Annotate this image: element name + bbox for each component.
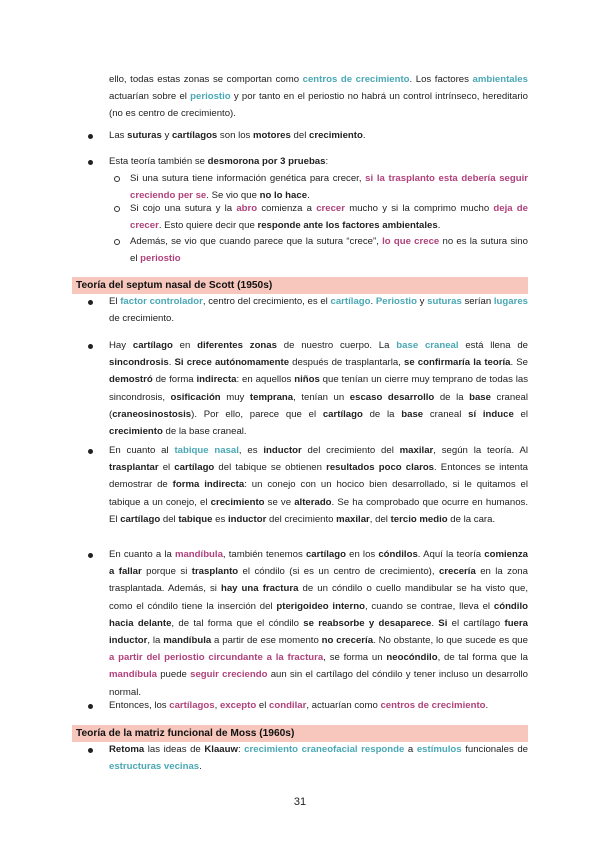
section-heading-moss: Teoría de la matriz funcional de Moss (1960s) (72, 725, 528, 742)
page-number: 31 (293, 796, 307, 808)
bullet-icon (88, 704, 93, 709)
bullet-base-craneal: Hay cartílago en diferentes zonas de nuestro cuerpo. La base craneal está llena de sincondrosis. Si crece autónomamente después de trasplantarla, se confirmaría la teoría. Se demostró de forma indirecta: en aquellos niños que tenían un cierre muy temprano de todas las sincondrosis, osificación muy temprana, tenían un escaso desarrollo de la base craneal (craneosinostosis). Por ello, parece que el cartílago de la base craneal sí induce el crecimiento de la base craneal. (109, 340, 529, 438)
bullet-moss-klaauw: Retoma las ideas de Klaauw: crecimiento craneofacial responde a estímulos funcionales de estructuras vecinas. (109, 744, 528, 773)
sub-bullet-proof-3: Además, se vio que cuando parece que la sutura “crece”, lo que crece no es la sutura sino el periostio (130, 236, 528, 265)
section-heading-scott: Teoría del septum nasal de Scott (1950s) (72, 277, 528, 294)
sub-bullet-proof-2: Si cojo una sutura y la abro comienza a crecer mucho y si la comprimo mucho deja de crecer. Esto quiere decir que responde ante los factores ambientales. (130, 203, 528, 232)
bullet-three-proofs: Esta teoría también se desmorona por 3 pruebas: (109, 156, 329, 167)
paragraph-continuation: ello, todas estas zonas se comportan como centros de crecimiento. Los factores ambientales actuarían sobre el periostio y por tanto en el periostio no habrá un control intrínseco, hereditario (no es centro de crecimiento). (109, 74, 528, 120)
bullet-sutures-motors: Las suturas y cartílagos son los motores del crecimiento. (109, 130, 366, 141)
sub-bullet-icon (114, 176, 120, 182)
bullet-mandibula: En cuanto a la mandíbula, también tenemos cartílago en los cóndilos. Aquí la teoría comienza a fallar porque si trasplanto el cóndilo (si es un centro de crecimiento), crecería en la zona trasplantada. Además, si hay una fractura de un cóndilo o cuello mandibular se ha visto que, como el cóndilo tiene la inserción del pterigoideo interno, cuando se contrae, lleva el cóndilo hacia delante, de tal forma que el cóndilo se reabsorbe y desaparece. Si el cartílago fuera inductor, la mandíbula a partir de ese momento no crecería. No obstante, lo que sucede es que a partir del periostio circundante a la fractura, se forma un neocóndilo, de tal forma que la mandíbula puede seguir creciendo aun sin el cartílago del cóndilo y tener incluso un desarrollo normal. (109, 549, 529, 698)
bullet-icon (88, 553, 93, 558)
bullet-icon (88, 160, 93, 165)
sub-bullet-icon (114, 239, 120, 245)
bullet-icon (88, 300, 93, 305)
bullet-factor-controlador: El factor controlador, centro del crecimiento, es el cartílago. Periostio y suturas serían lugares de crecimiento. (109, 296, 528, 325)
sub-bullet-icon (114, 206, 120, 212)
bullet-icon (88, 134, 93, 139)
bullet-tabique-nasal: En cuanto al tabique nasal, es inductor del crecimiento del maxilar, según la teoría. Al trasplantar el cartílago del tabique se obtienen resultados poco claros. Entonces se intenta demostrar de forma indirecta: un conejo con un hocico bien desarrollado, si le quitamos el tabique a un conejo, el crecimiento se ve alterado. Se ha comprobado que ocurre en humanos. El cartílago del tabique es inductor del crecimiento maxilar, del tercio medio de la cara. (109, 445, 528, 525)
bullet-icon (88, 344, 93, 349)
sub-bullet-proof-1: Si una sutura tiene información genética para crecer, si la trasplanto esta debería seguir creciendo per se. Se vio que no lo hace. (130, 173, 528, 202)
bullet-icon (88, 449, 93, 454)
bullet-icon (88, 748, 93, 753)
bullet-cartilagos-conclusion: Entonces, los cartílagos, excepto el condilar, actuarían como centros de crecimiento. (109, 700, 489, 711)
